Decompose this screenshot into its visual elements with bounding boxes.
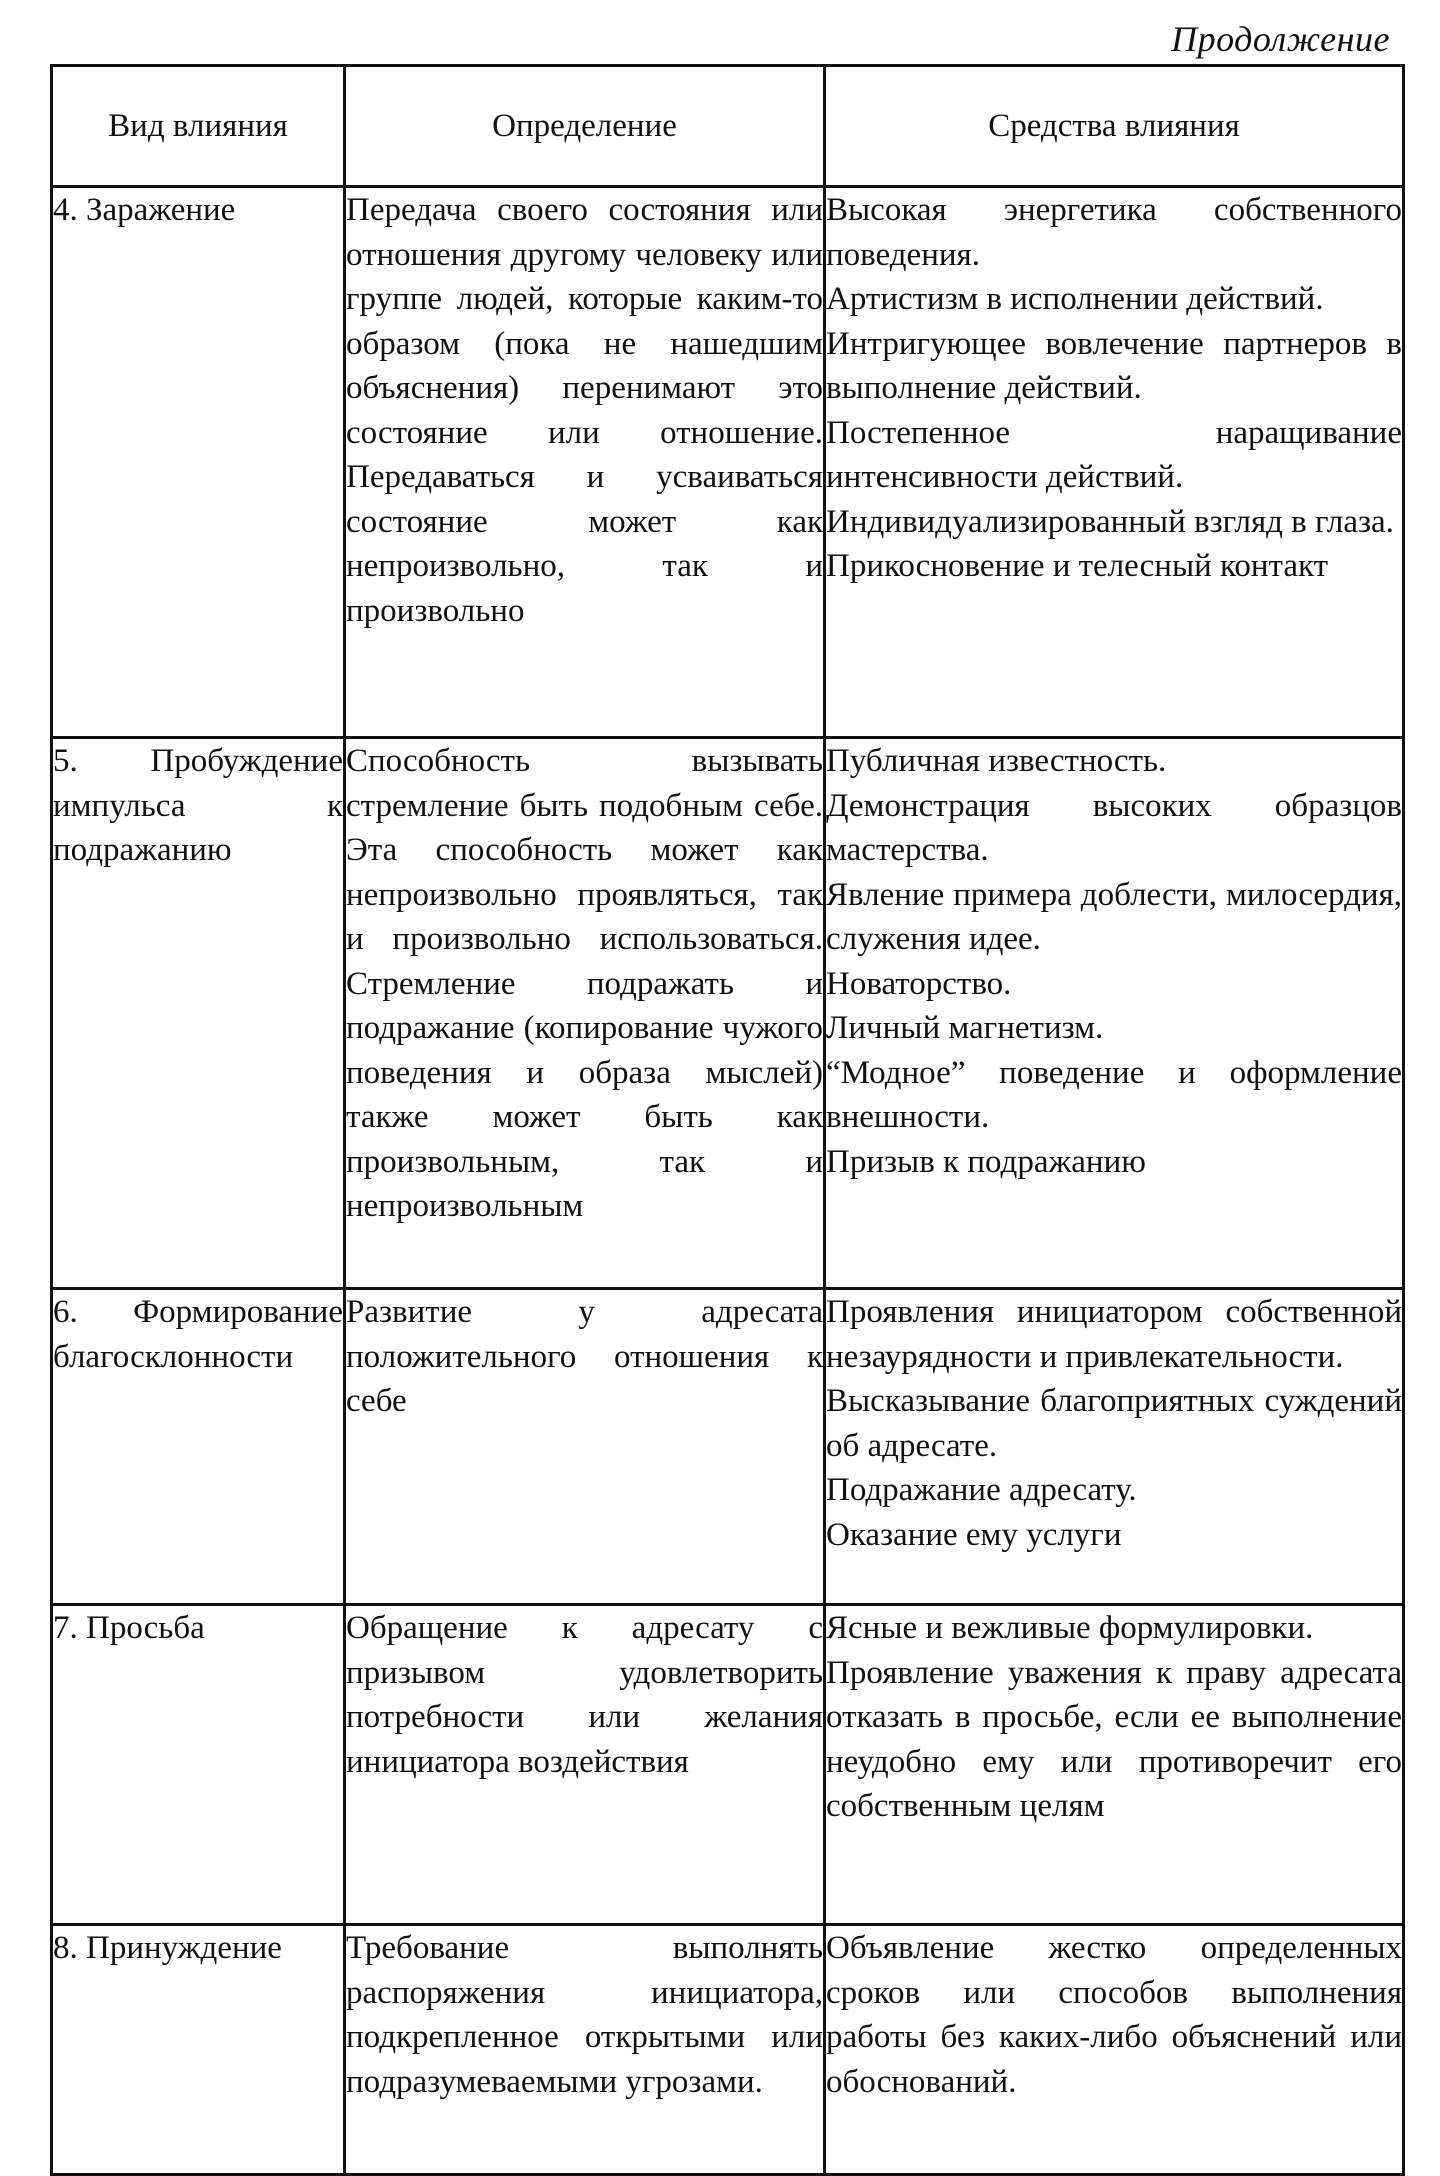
influence-type-cell: 7. Просьба (52, 1605, 345, 1925)
means-item: Проявления инициатором собственной незаурядности и привлекательности. (826, 1294, 1402, 1375)
means-cell (825, 1605, 1404, 1925)
influence-type-cell: 4. Заражение (52, 187, 345, 738)
influence-types-table (50, 64, 1405, 2176)
means-cell (825, 1289, 1404, 1605)
means-item: Личный магнетизм. (826, 1010, 1104, 1046)
means-item: Объявление жестко определенных сроков или способов выполнения работы без каких-либо объяснений или обоснований. (826, 1930, 1402, 2100)
table-header-row (52, 66, 1404, 187)
means-cell (825, 1925, 1404, 2175)
means-item: Интригующее вовлечение партнеров в выполнение действий. (826, 325, 1402, 406)
header-means: Средства влияния (825, 66, 1404, 187)
means-item: Новаторство. (826, 965, 1012, 1002)
means-item: Индивидуализированный взгляд в глаза. (826, 503, 1394, 540)
means-item: Высокая энергетика собственного поведения. (826, 192, 1402, 273)
means-item: Постепенное наращивание интенсивности действий. (826, 414, 1402, 495)
table-row (52, 1605, 1404, 1925)
table-row (52, 738, 1404, 1289)
header-influence-type: Вид влияния (52, 66, 345, 187)
means-item: Оказание ему услуги (826, 1516, 1122, 1553)
table-row (52, 1925, 1404, 2175)
means-item: Призыв к подражанию (826, 1143, 1146, 1180)
definition-cell: Способность вызывать стремление быть подобным себе. Эта способность может как непроизвольно проявляться, так и произвольно использоваться. Стремление подражать и подражание (копирование чужого поведения и образа мыслей) также может быть как произвольным, так и непроизвольным (345, 738, 825, 1289)
means-item: Демонстрация высоких образцов мастерства. (826, 787, 1402, 868)
influence-type-cell: 8. Принуждение (52, 1925, 345, 2175)
means-item: Проявление уважения к праву адресата отказать в просьбе, если ее выполнение неудобно ему или противоречит его собственным целям (826, 1654, 1402, 1824)
means-item: Ясные и вежливые формулировки. (826, 1610, 1314, 1646)
means-item: “Модное” поведение и оформление внешности. (826, 1054, 1402, 1135)
means-cell (825, 738, 1404, 1289)
table-row (52, 1289, 1404, 1605)
definition-cell: Обращение к адресату с призывом удовлетворить потребности или желания инициатора воздействия (345, 1605, 825, 1925)
means-cell (825, 187, 1404, 738)
means-item: Явление примера доблести, милосердия, служения идее. (826, 876, 1402, 957)
influence-type-cell: 5. Пробуждение импульса к подражанию (52, 738, 345, 1289)
means-item: Публичная известность. (826, 743, 1167, 779)
means-item: Высказывание благоприятных суждений об адресате. (826, 1383, 1402, 1464)
header-definition: Определение (345, 66, 825, 187)
means-item: Подражание адресату. (826, 1472, 1137, 1508)
continuation-label: Продолжение (1171, 19, 1390, 59)
definition-cell: Развитие у адресата положительного отношения к себе (345, 1289, 825, 1605)
definition-cell: Передача своего состояния или отношения другому человеку или группе людей, которые каким-то образом (пока не нашедшим объяснения) перенимают это состояние или отношение. Передаваться и усваиваться состояние может как непроизвольно, так и произвольно (345, 187, 825, 738)
means-item: Прикосновение и телесный контакт (826, 548, 1329, 584)
definition-cell: Требование выполнять распоряжения инициатора, подкрепленное открытыми или подразумеваемыми угрозами. (345, 1925, 825, 2175)
means-item: Артистизм в исполнении действий. (826, 281, 1324, 317)
influence-type-cell: 6. Формирование благосклонности (52, 1289, 345, 1605)
table-row (52, 187, 1404, 738)
